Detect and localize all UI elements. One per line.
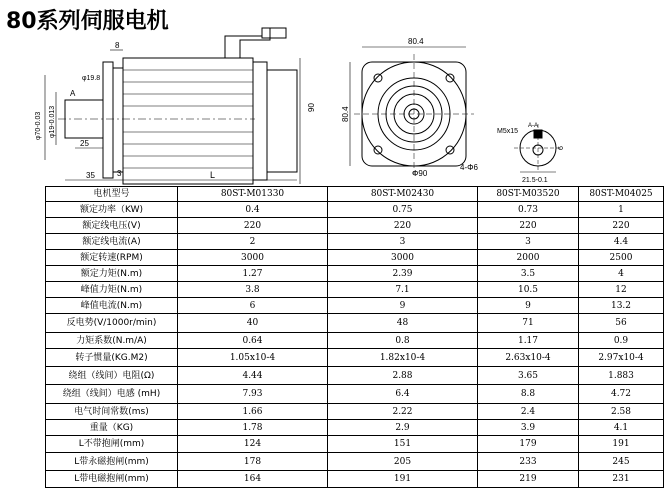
header-model: 80ST-M04025 — [579, 187, 664, 202]
cell-value: 245 — [579, 453, 664, 471]
header-model: 80ST-M02430 — [328, 187, 478, 202]
cell-value: 1.78 — [178, 420, 328, 436]
table-row — [46, 385, 664, 404]
cell-value: 4.4 — [579, 234, 664, 250]
header-model: 80ST-M03520 — [478, 187, 579, 202]
cell-value: 3 — [328, 234, 478, 250]
dim-3: 3 — [117, 169, 122, 178]
cell-value: 2.97x10-4 — [579, 349, 664, 367]
cell-value: 3.65 — [478, 367, 579, 385]
dim-19-8: φ19.8 — [82, 75, 101, 82]
cell-value: 220 — [178, 218, 328, 234]
cell-value: 1.17 — [478, 333, 579, 349]
cell-value: 219 — [478, 471, 579, 488]
cell-value: 13.2 — [579, 298, 664, 314]
dim-804-top: 80.4 — [408, 37, 424, 46]
dim-6: 6 — [558, 146, 565, 150]
dim-25: 25 — [80, 139, 89, 148]
cell-value: 6.4 — [328, 385, 478, 404]
motor-front-view — [341, 37, 478, 178]
cell-value: 0.9 — [579, 333, 664, 349]
cell-value: 3.9 — [478, 420, 579, 436]
cell-value: 2.4 — [478, 404, 579, 420]
cell-value: 56 — [579, 314, 664, 333]
cell-value: 164 — [178, 471, 328, 488]
dim-21-5: 21.5-0.1 — [522, 177, 548, 184]
cell-value: 220 — [478, 218, 579, 234]
row-label: 峰值电流(N.m) — [46, 298, 178, 314]
table-row — [46, 218, 664, 234]
dim-4-phi6: 4-Φ6 — [460, 163, 478, 172]
cell-value: 3.8 — [178, 282, 328, 298]
cell-value: 9 — [478, 298, 579, 314]
dim-804-side: 80.4 — [341, 106, 350, 122]
cell-value: 2.88 — [328, 367, 478, 385]
cell-value: 1.883 — [579, 367, 664, 385]
row-label: 反电势(V/1000r/min) — [46, 314, 178, 333]
table-row — [46, 453, 664, 471]
cell-value: 4.72 — [579, 385, 664, 404]
table-row — [46, 333, 664, 349]
cell-value: 220 — [328, 218, 478, 234]
dim-m5: M5x15 — [497, 128, 519, 135]
cell-value: 231 — [579, 471, 664, 488]
cell-value: 191 — [579, 436, 664, 453]
row-label: 绕组（线间）电感 (mH) — [46, 385, 178, 404]
dim-70: φ70-0.03 — [35, 111, 42, 140]
dim-35: 35 — [86, 171, 95, 180]
cell-value: 9 — [328, 298, 478, 314]
motor-side-view — [35, 28, 316, 184]
dim-phi90: Φ90 — [412, 169, 428, 178]
cell-value: 2.63x10-4 — [478, 349, 579, 367]
row-label: 峰值力矩(N.m) — [46, 282, 178, 298]
row-label: L带永磁抱闸(mm) — [46, 453, 178, 471]
cell-value: 48 — [328, 314, 478, 333]
dim-19: φ19-0.013 — [49, 105, 56, 138]
spec-table — [45, 186, 664, 488]
table-row — [46, 298, 664, 314]
cell-value: 3000 — [328, 250, 478, 266]
cell-value: 2.58 — [579, 404, 664, 420]
cell-value: 1.27 — [178, 266, 328, 282]
table-row — [46, 404, 664, 420]
cell-value: 6 — [178, 298, 328, 314]
cell-value: 0.75 — [328, 202, 478, 218]
cell-value: 10.5 — [478, 282, 579, 298]
table-row — [46, 234, 664, 250]
cell-value: 8.8 — [478, 385, 579, 404]
header-model: 80ST-M01330 — [178, 187, 328, 202]
cell-value: 3 — [478, 234, 579, 250]
cell-value: 71 — [478, 314, 579, 333]
cell-value: 124 — [178, 436, 328, 453]
table-row — [46, 282, 664, 298]
shaft-section-view — [497, 123, 565, 184]
dim-8: 8 — [115, 41, 120, 50]
cell-value: 3.5 — [478, 266, 579, 282]
cell-value: 178 — [178, 453, 328, 471]
cell-value: 1.66 — [178, 404, 328, 420]
cell-value: 1.05x10-4 — [178, 349, 328, 367]
cell-value: 179 — [478, 436, 579, 453]
cell-value: 3000 — [178, 250, 328, 266]
cell-value: 4.1 — [579, 420, 664, 436]
row-label: 重量（KG) — [46, 420, 178, 436]
dim-l: L — [210, 170, 216, 180]
page-title: 80系列伺服电机 — [6, 9, 169, 34]
row-label: 额定线电压(V) — [46, 218, 178, 234]
row-label: 力矩系数(N.m/A) — [46, 333, 178, 349]
cell-value: 7.93 — [178, 385, 328, 404]
table-header-row — [46, 187, 664, 202]
cell-value: 2500 — [579, 250, 664, 266]
cell-value: 12 — [579, 282, 664, 298]
cell-value: 7.1 — [328, 282, 478, 298]
row-label: 电气时间常数(ms) — [46, 404, 178, 420]
table-row — [46, 349, 664, 367]
cell-value: 2.39 — [328, 266, 478, 282]
cell-value: 151 — [328, 436, 478, 453]
table-row — [46, 250, 664, 266]
motor-drawing — [0, 0, 667, 186]
cell-value: 0.4 — [178, 202, 328, 218]
cell-value: 0.73 — [478, 202, 579, 218]
cell-value: 4 — [579, 266, 664, 282]
row-label: 额定功率（KW) — [46, 202, 178, 218]
cell-value: 4.44 — [178, 367, 328, 385]
table-row — [46, 420, 664, 436]
cell-value: 233 — [478, 453, 579, 471]
row-label: 额定线电流(A) — [46, 234, 178, 250]
row-label: 额定力矩(N.m) — [46, 266, 178, 282]
header-label: 电机型号 — [46, 187, 178, 202]
table-row — [46, 202, 664, 218]
cell-value: 1 — [579, 202, 664, 218]
cell-value: 40 — [178, 314, 328, 333]
table-row — [46, 314, 664, 333]
cell-value: 205 — [328, 453, 478, 471]
table-row — [46, 266, 664, 282]
row-label: L不带抱闸(mm) — [46, 436, 178, 453]
row-label: 绕组（线间）电阻(Ω) — [46, 367, 178, 385]
row-label: L带电磁抱闸(mm) — [46, 471, 178, 488]
section-label: A-A — [528, 123, 539, 129]
dim-a: A — [70, 89, 76, 98]
cell-value: 2.22 — [328, 404, 478, 420]
cell-value: 191 — [328, 471, 478, 488]
table-row — [46, 367, 664, 385]
dim-90: 90 — [307, 103, 316, 112]
cell-value: 2 — [178, 234, 328, 250]
cell-value: 0.8 — [328, 333, 478, 349]
cell-value: 2000 — [478, 250, 579, 266]
cell-value: 220 — [579, 218, 664, 234]
table-row — [46, 436, 664, 453]
cell-value: 2.9 — [328, 420, 478, 436]
cell-value: 1.82x10-4 — [328, 349, 478, 367]
row-label: 转子惯量(KG.M2) — [46, 349, 178, 367]
table-row — [46, 471, 664, 488]
cell-value: 0.64 — [178, 333, 328, 349]
row-label: 额定转速(RPM) — [46, 250, 178, 266]
